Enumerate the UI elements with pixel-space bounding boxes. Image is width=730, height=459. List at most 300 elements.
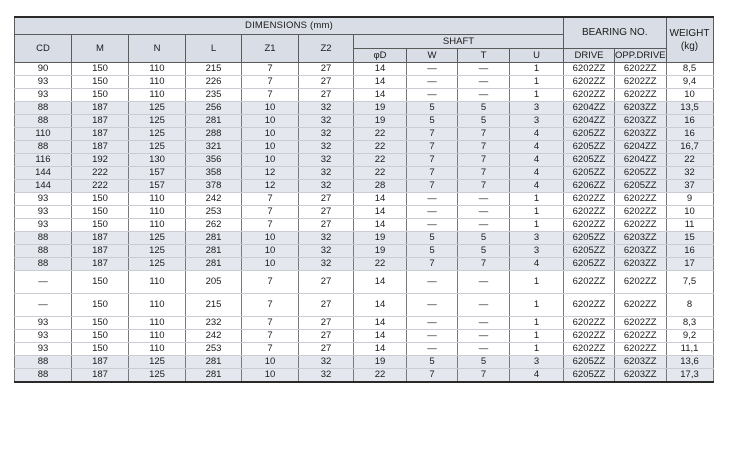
table-cell: 4 [510, 257, 564, 270]
table-cell: — [407, 329, 458, 342]
header-z1: Z1 [242, 34, 299, 62]
table-cell: 150 [72, 342, 129, 355]
header-phi-d: φD [354, 48, 407, 62]
table-cell: — [407, 88, 458, 101]
table-cell: — [407, 342, 458, 355]
table-row [15, 114, 714, 127]
table-cell: 358 [186, 166, 242, 179]
table-cell: 6202ZZ [615, 88, 667, 101]
table-cell: 5 [458, 114, 510, 127]
table-cell: 28 [354, 179, 407, 192]
table-cell: 125 [129, 231, 186, 244]
table-cell: 262 [186, 218, 242, 231]
table-row [15, 101, 714, 114]
table-cell: 14 [354, 192, 407, 205]
table-cell: 5 [407, 114, 458, 127]
table-cell: 6205ZZ [615, 166, 667, 179]
table-cell: 7 [458, 140, 510, 153]
table-cell: 9,4 [666, 75, 713, 88]
table-cell: 3 [510, 231, 564, 244]
table-cell: 27 [299, 62, 354, 75]
table-cell: 14 [354, 88, 407, 101]
table-cell: 93 [15, 205, 72, 218]
table-cell: 157 [129, 166, 186, 179]
table-cell: 187 [72, 127, 129, 140]
table-cell: 125 [129, 355, 186, 368]
table-cell: 281 [186, 257, 242, 270]
table-cell: 150 [72, 270, 129, 293]
table-cell: 93 [15, 218, 72, 231]
table-row [15, 244, 714, 257]
table-cell: — [458, 218, 510, 231]
table-cell: 1 [510, 342, 564, 355]
table-cell: 4 [510, 127, 564, 140]
table-cell: 7 [407, 153, 458, 166]
table-cell: 5 [407, 101, 458, 114]
table-cell: 215 [186, 62, 242, 75]
table-cell: 6202ZZ [564, 62, 615, 75]
table-cell: 27 [299, 329, 354, 342]
table-cell: 235 [186, 88, 242, 101]
table-cell: 10 [242, 127, 299, 140]
table-cell: 16 [666, 127, 713, 140]
table-row [15, 257, 714, 270]
table-cell: 150 [72, 75, 129, 88]
table-cell: 1 [510, 88, 564, 101]
table-cell: — [458, 293, 510, 316]
table-cell: 10 [242, 257, 299, 270]
table-cell: 10 [242, 114, 299, 127]
table-cell: 6202ZZ [615, 192, 667, 205]
table-cell: 356 [186, 153, 242, 166]
table-cell: 187 [72, 368, 129, 382]
header-opp-drive: OPP.DRIVE [615, 49, 666, 61]
table-cell: 7 [407, 166, 458, 179]
table-cell: 6202ZZ [564, 218, 615, 231]
table-cell: 32 [299, 244, 354, 257]
table-cell: 14 [354, 329, 407, 342]
table-cell: 6204ZZ [615, 140, 667, 153]
dimensions-table-container [14, 16, 714, 383]
table-cell: 192 [72, 153, 129, 166]
table-cell: 7 [242, 88, 299, 101]
table-cell: 10 [666, 88, 713, 101]
table-cell: 4 [510, 179, 564, 192]
table-cell: 150 [72, 205, 129, 218]
table-cell: 22 [354, 153, 407, 166]
table-cell: 27 [299, 316, 354, 329]
table-cell: 125 [129, 257, 186, 270]
table-cell: 14 [354, 218, 407, 231]
table-cell: 110 [129, 342, 186, 355]
table-cell: — [458, 75, 510, 88]
header-u: U [510, 48, 564, 62]
table-cell: 10 [242, 140, 299, 153]
table-cell: 6203ZZ [615, 127, 667, 140]
table-cell: 110 [129, 62, 186, 75]
table-cell: 6204ZZ [564, 114, 615, 127]
table-cell: — [407, 316, 458, 329]
table-cell: 110 [129, 88, 186, 101]
table-cell: 27 [299, 75, 354, 88]
table-cell: 288 [186, 127, 242, 140]
table-cell: 27 [299, 293, 354, 316]
table-cell: 6202ZZ [615, 62, 667, 75]
table-cell: 22 [354, 127, 407, 140]
table-cell: 88 [15, 101, 72, 114]
table-cell: 27 [299, 218, 354, 231]
table-cell: 6203ZZ [615, 231, 667, 244]
table-cell: 6202ZZ [564, 75, 615, 88]
table-cell: 93 [15, 75, 72, 88]
table-cell: — [407, 218, 458, 231]
table-cell: 110 [15, 127, 72, 140]
table-cell: 110 [129, 293, 186, 316]
table-cell: 321 [186, 140, 242, 153]
table-row [15, 218, 714, 231]
table-cell: 1 [510, 205, 564, 218]
table-cell: 6205ZZ [564, 166, 615, 179]
table-cell: 32 [299, 355, 354, 368]
table-cell: 6204ZZ [615, 153, 667, 166]
table-cell: 9 [666, 192, 713, 205]
table-cell: 16 [666, 114, 713, 127]
table-cell: 5 [407, 231, 458, 244]
table-row [15, 205, 714, 218]
table-cell: 7 [242, 270, 299, 293]
table-cell: — [458, 205, 510, 218]
table-cell: 4 [510, 166, 564, 179]
table-cell: 19 [354, 244, 407, 257]
table-cell: 110 [129, 329, 186, 342]
header-w: W [407, 48, 458, 62]
table-cell: 88 [15, 257, 72, 270]
table-row [15, 127, 714, 140]
table-row [15, 316, 714, 329]
table-cell: 6205ZZ [564, 368, 615, 382]
table-cell: 157 [129, 179, 186, 192]
table-cell: 7 [242, 62, 299, 75]
table-cell: — [458, 62, 510, 75]
table-cell: 6203ZZ [615, 355, 667, 368]
table-row [15, 192, 714, 205]
table-cell: 88 [15, 140, 72, 153]
table-cell: 7 [458, 153, 510, 166]
table-cell: 110 [129, 218, 186, 231]
table-cell: 3 [510, 114, 564, 127]
table-cell: 10 [242, 153, 299, 166]
table-cell: 10 [242, 368, 299, 382]
table-cell: 7 [242, 218, 299, 231]
table-cell: 10 [666, 205, 713, 218]
table-cell: 6203ZZ [615, 101, 667, 114]
table-cell: 281 [186, 231, 242, 244]
table-cell: 7 [458, 257, 510, 270]
table-cell: 1 [510, 218, 564, 231]
header-n: N [129, 34, 186, 62]
table-cell: 125 [129, 127, 186, 140]
table-cell: 7 [242, 329, 299, 342]
table-cell: 110 [129, 192, 186, 205]
table-cell: 14 [354, 205, 407, 218]
table-cell: 378 [186, 179, 242, 192]
table-cell: 7 [458, 166, 510, 179]
table-cell: 7 [407, 140, 458, 153]
table-cell: 32 [299, 368, 354, 382]
table-cell: 8 [666, 293, 713, 316]
table-cell: 7 [458, 368, 510, 382]
table-cell: 7 [407, 179, 458, 192]
table-cell: 7 [407, 127, 458, 140]
table-cell: 88 [15, 368, 72, 382]
table-cell: 7 [242, 342, 299, 355]
table-cell: 215 [186, 293, 242, 316]
table-cell: 6202ZZ [564, 88, 615, 101]
table-cell: 93 [15, 192, 72, 205]
table-cell: 22 [354, 257, 407, 270]
table-row [15, 75, 714, 88]
header-weight: WEIGHT (kg) [666, 17, 713, 62]
table-cell: 144 [15, 179, 72, 192]
table-cell: 253 [186, 205, 242, 218]
table-cell: 7 [242, 192, 299, 205]
table-cell: 10 [242, 355, 299, 368]
table-cell: 13,5 [666, 101, 713, 114]
table-cell: 4 [510, 368, 564, 382]
table-cell: 5 [458, 231, 510, 244]
table-cell: 93 [15, 316, 72, 329]
table-cell: 6202ZZ [564, 293, 615, 316]
table-cell: 7 [407, 368, 458, 382]
table-cell: 9,2 [666, 329, 713, 342]
table-cell: 88 [15, 355, 72, 368]
table-cell: 6202ZZ [564, 192, 615, 205]
table-cell: 19 [354, 114, 407, 127]
table-cell: 5 [458, 244, 510, 257]
table-cell: 6202ZZ [564, 342, 615, 355]
table-cell: 205 [186, 270, 242, 293]
table-cell: 27 [299, 88, 354, 101]
table-cell: 11,1 [666, 342, 713, 355]
table-cell: 222 [72, 179, 129, 192]
table-cell: 32 [299, 114, 354, 127]
table-cell: 14 [354, 62, 407, 75]
table-row [15, 270, 714, 293]
table-cell: — [407, 192, 458, 205]
table-cell: 232 [186, 316, 242, 329]
table-cell: 93 [15, 342, 72, 355]
table-cell: 32 [666, 166, 713, 179]
table-cell: 187 [72, 244, 129, 257]
table-cell: 6202ZZ [615, 342, 667, 355]
table-cell: 6202ZZ [615, 270, 667, 293]
table-cell: — [407, 293, 458, 316]
table-cell: — [407, 205, 458, 218]
header-bearing-no: BEARING NO. [564, 17, 667, 48]
table-cell: 32 [299, 257, 354, 270]
table-cell: 6202ZZ [564, 205, 615, 218]
table-cell: — [407, 75, 458, 88]
table-cell: 222 [72, 166, 129, 179]
table-cell: 8,5 [666, 62, 713, 75]
table-cell: 7 [458, 127, 510, 140]
table-body [15, 62, 714, 382]
table-row [15, 140, 714, 153]
table-cell: — [407, 62, 458, 75]
table-cell: 6202ZZ [615, 75, 667, 88]
table-cell: 7 [242, 75, 299, 88]
table-cell: 6202ZZ [564, 316, 615, 329]
table-cell: 17 [666, 257, 713, 270]
table-cell: 226 [186, 75, 242, 88]
table-cell: 32 [299, 127, 354, 140]
table-cell: — [458, 342, 510, 355]
header-shaft: SHAFT [354, 34, 564, 48]
table-cell: 3 [510, 101, 564, 114]
table-cell: 88 [15, 114, 72, 127]
table-cell: 7 [242, 316, 299, 329]
table-cell: 187 [72, 140, 129, 153]
table-cell: 4 [510, 153, 564, 166]
table-cell: 281 [186, 368, 242, 382]
table-cell: 32 [299, 179, 354, 192]
table-cell: 16,7 [666, 140, 713, 153]
table-cell: 1 [510, 75, 564, 88]
table-cell: 17,3 [666, 368, 713, 382]
table-cell: 187 [72, 355, 129, 368]
table-row [15, 368, 714, 382]
table-cell: 110 [129, 205, 186, 218]
table-cell: 187 [72, 101, 129, 114]
table-row [15, 329, 714, 342]
table-cell: 32 [299, 231, 354, 244]
table-cell: 6202ZZ [615, 329, 667, 342]
table-cell: 187 [72, 114, 129, 127]
table-cell: 93 [15, 329, 72, 342]
table-row [15, 153, 714, 166]
table-cell: — [15, 270, 72, 293]
table-cell: 5 [458, 355, 510, 368]
table-cell: 150 [72, 88, 129, 101]
table-cell: 281 [186, 244, 242, 257]
table-cell: 14 [354, 75, 407, 88]
table-cell: 150 [72, 329, 129, 342]
table-cell: 253 [186, 342, 242, 355]
table-cell: 1 [510, 270, 564, 293]
table-cell: 88 [15, 244, 72, 257]
table-cell: 6202ZZ [615, 293, 667, 316]
table-cell: 6205ZZ [564, 127, 615, 140]
header-l: L [186, 34, 242, 62]
table-cell: 6205ZZ [564, 355, 615, 368]
table-cell: 14 [354, 316, 407, 329]
header-m: M [72, 34, 129, 62]
table-cell: 12 [242, 179, 299, 192]
table-cell: 187 [72, 257, 129, 270]
table-cell: 32 [299, 140, 354, 153]
header-z2: Z2 [299, 34, 354, 62]
table-cell: 6202ZZ [564, 270, 615, 293]
table-cell: 27 [299, 342, 354, 355]
table-cell: 150 [72, 293, 129, 316]
table-cell: — [458, 316, 510, 329]
table-cell: 281 [186, 355, 242, 368]
table-cell: 32 [299, 153, 354, 166]
table-cell: 116 [15, 153, 72, 166]
table-cell: 125 [129, 140, 186, 153]
table-cell: 22 [354, 166, 407, 179]
table-cell: — [458, 88, 510, 101]
table-cell: 125 [129, 114, 186, 127]
table-cell: 150 [72, 62, 129, 75]
table-cell: 4 [510, 140, 564, 153]
table-cell: 14 [354, 293, 407, 316]
table-row [15, 293, 714, 316]
table-cell: 242 [186, 192, 242, 205]
table-cell: 1 [510, 316, 564, 329]
table-cell: 110 [129, 75, 186, 88]
header-drive: DRIVE [564, 48, 615, 62]
table-cell: — [458, 270, 510, 293]
table-cell: 6206ZZ [564, 179, 615, 192]
table-cell: 13,6 [666, 355, 713, 368]
table-cell: 125 [129, 101, 186, 114]
table-cell: 10 [242, 244, 299, 257]
table-cell: 8,3 [666, 316, 713, 329]
table-cell: — [458, 192, 510, 205]
table-cell: 37 [666, 179, 713, 192]
table-cell: 6202ZZ [564, 329, 615, 342]
table-cell: 19 [354, 101, 407, 114]
table-cell: 3 [510, 355, 564, 368]
table-row [15, 62, 714, 75]
table-cell: 130 [129, 153, 186, 166]
table-cell: 6204ZZ [564, 101, 615, 114]
table-cell: 256 [186, 101, 242, 114]
table-cell: — [458, 329, 510, 342]
header-t: T [458, 48, 510, 62]
table-cell: 19 [354, 231, 407, 244]
table-cell: 5 [458, 101, 510, 114]
table-cell: 27 [299, 270, 354, 293]
table-row [15, 166, 714, 179]
header-dimensions: DIMENSIONS (mm) [15, 17, 564, 34]
table-cell: 6205ZZ [564, 140, 615, 153]
table-cell: 22 [666, 153, 713, 166]
table-cell: 11 [666, 218, 713, 231]
table-row [15, 179, 714, 192]
table-cell: 6205ZZ [564, 153, 615, 166]
table-cell: 6205ZZ [564, 231, 615, 244]
table-cell: 7 [242, 293, 299, 316]
table-cell: 144 [15, 166, 72, 179]
table-cell: 110 [129, 316, 186, 329]
table-row [15, 355, 714, 368]
table-cell: 6202ZZ [615, 316, 667, 329]
header-cd: CD [15, 34, 72, 62]
table-cell: 5 [407, 355, 458, 368]
table-cell: 6205ZZ [564, 244, 615, 257]
table-cell: 187 [72, 231, 129, 244]
table-cell: 10 [242, 101, 299, 114]
table-cell: 15 [666, 231, 713, 244]
table-cell: 6203ZZ [615, 114, 667, 127]
table-cell: 6202ZZ [615, 205, 667, 218]
table-cell: 1 [510, 62, 564, 75]
table-cell: 6203ZZ [615, 368, 667, 382]
table-cell: 93 [15, 88, 72, 101]
table-cell: 1 [510, 293, 564, 316]
